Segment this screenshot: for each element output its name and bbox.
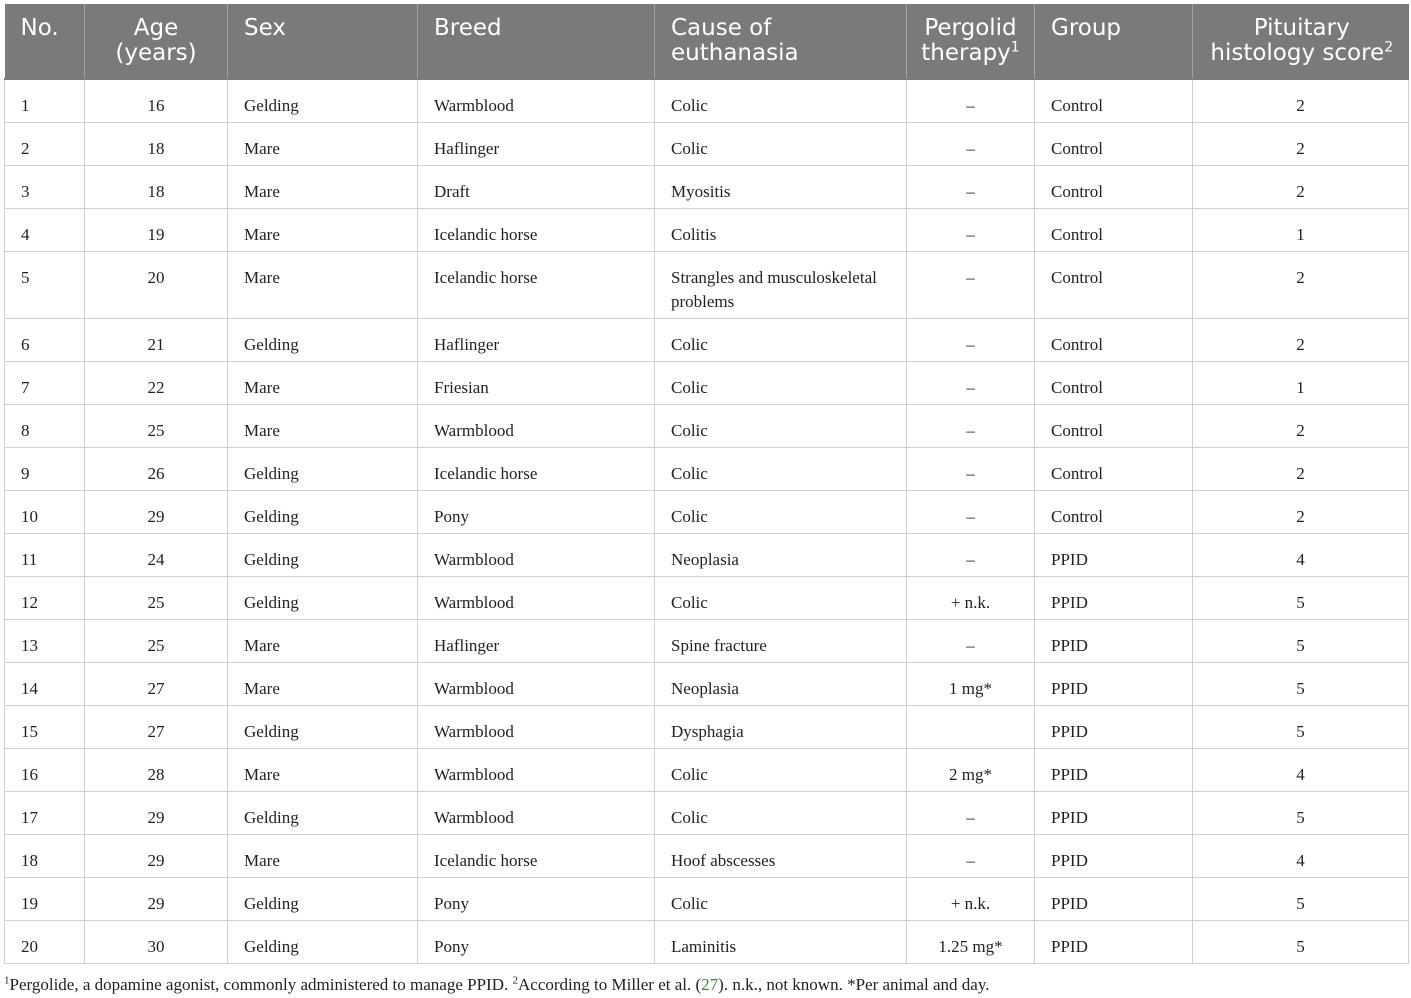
table-row [5, 705, 1409, 748]
data-table [4, 4, 1409, 964]
cell-pergolid: – [907, 447, 1035, 490]
cell-pergolid: + n.k. [907, 877, 1035, 920]
cell-score: 2 [1193, 251, 1409, 318]
cell-group: PPID [1035, 834, 1193, 877]
table-row [5, 165, 1409, 208]
cell-breed: Haflinger [418, 318, 655, 361]
cell-pergolid: – [907, 404, 1035, 447]
cell-score: 2 [1193, 404, 1409, 447]
cell-sex: Gelding [228, 318, 418, 361]
cell-score: 5 [1193, 619, 1409, 662]
table-row [5, 122, 1409, 165]
cell-pergolid: – [907, 834, 1035, 877]
cell-no: 5 [5, 251, 85, 318]
header-pituitary-label: Pituitary histology score [1210, 15, 1385, 66]
cell-pergolid: – [907, 251, 1035, 318]
cell-breed: Pony [418, 877, 655, 920]
cell-age: 25 [85, 619, 228, 662]
cell-group: PPID [1035, 576, 1193, 619]
header-pituitary [1193, 4, 1409, 79]
cell-score: 2 [1193, 318, 1409, 361]
cell-score: 4 [1193, 533, 1409, 576]
cell-group: Control [1035, 208, 1193, 251]
footnote-text-3: ). n.k., not known. *Per animal and day. [718, 975, 990, 994]
cell-sex: Gelding [228, 576, 418, 619]
table-body [5, 79, 1409, 963]
cell-breed: Warmblood [418, 404, 655, 447]
cell-age: 27 [85, 662, 228, 705]
cell-age: 29 [85, 490, 228, 533]
cell-group: Control [1035, 122, 1193, 165]
cell-breed: Warmblood [418, 79, 655, 122]
header-group: Group [1035, 4, 1193, 79]
cell-group: PPID [1035, 877, 1193, 920]
cell-score: 4 [1193, 748, 1409, 791]
cell-breed: Icelandic horse [418, 208, 655, 251]
table-row [5, 251, 1409, 318]
cell-group: PPID [1035, 791, 1193, 834]
cell-pergolid: 1.25 mg* [907, 920, 1035, 963]
cell-no: 9 [5, 447, 85, 490]
cell-group: Control [1035, 318, 1193, 361]
cell-score: 2 [1193, 165, 1409, 208]
cell-no: 17 [5, 791, 85, 834]
cell-score: 2 [1193, 122, 1409, 165]
table-row [5, 920, 1409, 963]
cell-cause: Laminitis [655, 920, 907, 963]
cell-sex: Mare [228, 251, 418, 318]
cell-age: 29 [85, 791, 228, 834]
cell-score: 5 [1193, 791, 1409, 834]
table-row [5, 662, 1409, 705]
cell-age: 21 [85, 318, 228, 361]
cell-sex: Gelding [228, 920, 418, 963]
cell-sex: Mare [228, 122, 418, 165]
cell-age: 20 [85, 251, 228, 318]
table-row [5, 619, 1409, 662]
cell-cause: Myositis [655, 165, 907, 208]
cell-no: 8 [5, 404, 85, 447]
cell-cause: Colitis [655, 208, 907, 251]
cell-group: Control [1035, 447, 1193, 490]
cell-sex: Gelding [228, 447, 418, 490]
cell-group: PPID [1035, 533, 1193, 576]
cell-pergolid: + n.k. [907, 576, 1035, 619]
cell-age: 25 [85, 404, 228, 447]
cell-no: 18 [5, 834, 85, 877]
cell-cause: Colic [655, 877, 907, 920]
cell-sex: Gelding [228, 877, 418, 920]
cell-score: 2 [1193, 447, 1409, 490]
header-sex: Sex [228, 4, 418, 79]
cell-no: 4 [5, 208, 85, 251]
table-row [5, 748, 1409, 791]
cell-breed: Warmblood [418, 748, 655, 791]
cell-breed: Icelandic horse [418, 251, 655, 318]
cell-no: 20 [5, 920, 85, 963]
cell-group: PPID [1035, 662, 1193, 705]
cell-age: 27 [85, 705, 228, 748]
cell-score: 5 [1193, 576, 1409, 619]
table-row [5, 877, 1409, 920]
cell-age: 25 [85, 576, 228, 619]
cell-breed: Pony [418, 920, 655, 963]
table-row [5, 533, 1409, 576]
cell-sex: Gelding [228, 791, 418, 834]
cell-score: 4 [1193, 834, 1409, 877]
table-row [5, 404, 1409, 447]
cell-no: 3 [5, 165, 85, 208]
cell-group: PPID [1035, 619, 1193, 662]
cell-breed: Draft [418, 165, 655, 208]
cell-age: 19 [85, 208, 228, 251]
cell-cause: Strangles and musculoskeletal problems [655, 251, 907, 318]
table-row [5, 834, 1409, 877]
table-row [5, 490, 1409, 533]
cell-pergolid: – [907, 165, 1035, 208]
cell-sex: Mare [228, 165, 418, 208]
cell-group: PPID [1035, 705, 1193, 748]
cell-group: Control [1035, 251, 1193, 318]
cell-breed: Haflinger [418, 122, 655, 165]
cell-sex: Gelding [228, 79, 418, 122]
cell-score: 5 [1193, 662, 1409, 705]
cell-cause: Colic [655, 318, 907, 361]
header-row [5, 4, 1409, 79]
cell-sex: Gelding [228, 490, 418, 533]
cell-group: PPID [1035, 920, 1193, 963]
footnote-mark-1: 1 [4, 974, 10, 987]
cell-no: 14 [5, 662, 85, 705]
cell-pergolid: 2 mg* [907, 748, 1035, 791]
cell-no: 15 [5, 705, 85, 748]
cell-breed: Haflinger [418, 619, 655, 662]
cell-pergolid: – [907, 533, 1035, 576]
cell-breed: Warmblood [418, 533, 655, 576]
cell-pergolid: – [907, 79, 1035, 122]
cell-breed: Warmblood [418, 705, 655, 748]
cell-age: 26 [85, 447, 228, 490]
cell-pergolid: – [907, 619, 1035, 662]
cell-cause: Neoplasia [655, 662, 907, 705]
cell-age: 18 [85, 165, 228, 208]
cell-no: 6 [5, 318, 85, 361]
cell-sex: Mare [228, 748, 418, 791]
cell-age: 29 [85, 834, 228, 877]
cell-group: Control [1035, 79, 1193, 122]
cell-cause: Colic [655, 361, 907, 404]
cell-group: Control [1035, 404, 1193, 447]
cell-cause: Dysphagia [655, 705, 907, 748]
cell-sex: Mare [228, 619, 418, 662]
cell-breed: Icelandic horse [418, 834, 655, 877]
cell-cause: Colic [655, 748, 907, 791]
header-no: No. [5, 4, 85, 79]
cell-age: 30 [85, 920, 228, 963]
cell-age: 24 [85, 533, 228, 576]
cell-score: 5 [1193, 705, 1409, 748]
cell-age: 28 [85, 748, 228, 791]
footnote-text-2: According to Miller et al. ( [518, 975, 702, 994]
table-row [5, 208, 1409, 251]
cell-age: 22 [85, 361, 228, 404]
header-cause: Cause of euthanasia [655, 4, 907, 79]
cell-breed: Warmblood [418, 791, 655, 834]
cell-pergolid: 1 mg* [907, 662, 1035, 705]
cell-sex: Mare [228, 208, 418, 251]
cell-score: 5 [1193, 877, 1409, 920]
cell-no: 10 [5, 490, 85, 533]
cell-pergolid [907, 705, 1035, 748]
footnote-text-1: Pergolide, a dopamine agonist, commonly administered to manage PPID. [9, 975, 513, 994]
table-footnote [4, 975, 990, 995]
cell-cause: Neoplasia [655, 533, 907, 576]
header-age: Age (years) [85, 4, 228, 79]
cell-score: 1 [1193, 361, 1409, 404]
cell-pergolid: – [907, 490, 1035, 533]
table-row [5, 791, 1409, 834]
cell-sex: Mare [228, 662, 418, 705]
cell-sex: Mare [228, 404, 418, 447]
table-row [5, 361, 1409, 404]
table-row [5, 318, 1409, 361]
cell-no: 11 [5, 533, 85, 576]
cell-score: 5 [1193, 920, 1409, 963]
cell-cause: Colic [655, 490, 907, 533]
cell-pergolid: – [907, 791, 1035, 834]
cell-no: 13 [5, 619, 85, 662]
cell-group: PPID [1035, 748, 1193, 791]
cell-group: Control [1035, 490, 1193, 533]
cell-score: 2 [1193, 490, 1409, 533]
cell-cause: Hoof abscesses [655, 834, 907, 877]
cell-cause: Colic [655, 404, 907, 447]
cell-breed: Friesian [418, 361, 655, 404]
cell-breed: Warmblood [418, 662, 655, 705]
cell-age: 18 [85, 122, 228, 165]
cell-no: 2 [5, 122, 85, 165]
cell-cause: Spine fracture [655, 619, 907, 662]
cell-no: 1 [5, 79, 85, 122]
cell-cause: Colic [655, 791, 907, 834]
cell-pergolid: – [907, 122, 1035, 165]
cell-sex: Mare [228, 834, 418, 877]
cell-no: 12 [5, 576, 85, 619]
cell-score: 2 [1193, 79, 1409, 122]
footnote-reference-link[interactable]: 27 [701, 975, 719, 994]
header-pergolid [907, 4, 1035, 79]
table-row [5, 79, 1409, 122]
cell-breed: Warmblood [418, 576, 655, 619]
cell-sex: Gelding [228, 533, 418, 576]
cell-age: 29 [85, 877, 228, 920]
cell-pergolid: – [907, 318, 1035, 361]
cell-pergolid: – [907, 208, 1035, 251]
cell-no: 16 [5, 748, 85, 791]
cell-pergolid: – [907, 361, 1035, 404]
header-pergolid-label: Pergolid therapy [921, 15, 1017, 66]
cell-cause: Colic [655, 576, 907, 619]
cell-age: 16 [85, 79, 228, 122]
cell-group: Control [1035, 361, 1193, 404]
cell-group: Control [1035, 165, 1193, 208]
table-row [5, 447, 1409, 490]
table-row [5, 576, 1409, 619]
cell-cause: Colic [655, 79, 907, 122]
footnote-mark-2: 2 [512, 974, 518, 987]
header-pergolid-footnote-mark: 1 [1010, 39, 1020, 56]
cell-no: 7 [5, 361, 85, 404]
cell-score: 1 [1193, 208, 1409, 251]
header-breed: Breed [418, 4, 655, 79]
cell-cause: Colic [655, 447, 907, 490]
cell-sex: Gelding [228, 705, 418, 748]
header-pituitary-footnote-mark: 2 [1384, 39, 1394, 56]
cell-breed: Pony [418, 490, 655, 533]
cell-cause: Colic [655, 122, 907, 165]
cell-no: 19 [5, 877, 85, 920]
cell-breed: Icelandic horse [418, 447, 655, 490]
cell-sex: Mare [228, 361, 418, 404]
